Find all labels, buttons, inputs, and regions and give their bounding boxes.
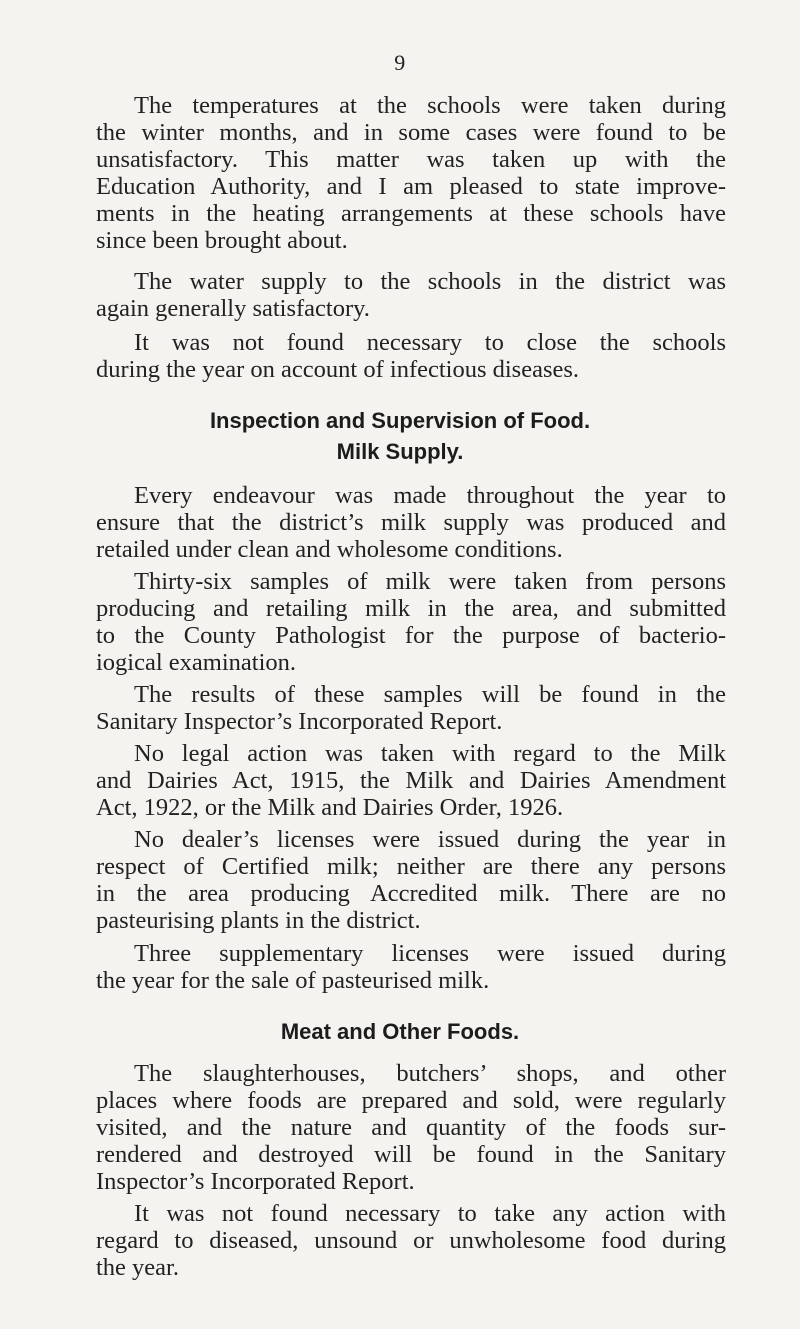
paragraph-water-supply	[96, 268, 726, 322]
text-line: No legal action was taken with regard to the Milk	[134, 740, 726, 767]
text-line: ensure that the district’s milk supply was produced and	[96, 509, 726, 536]
text-line: the year for the sale of pasteurised milk.	[96, 967, 490, 994]
text-line: in the area producing Accredited milk. There are no	[96, 880, 726, 907]
text-line: respect of Certified milk; neither are there any persons	[96, 853, 726, 880]
text-line: The temperatures at the schools were taken during	[134, 92, 726, 119]
text-line: iogical examination.	[96, 649, 297, 676]
paragraph-slaughterhouses	[96, 1060, 726, 1195]
text-line: Act, 1922, or the Milk and Dairies Order, 1926.	[96, 794, 564, 821]
text-line: and Dairies Act, 1915, the Milk and Dairies Amendment	[96, 767, 726, 794]
paragraph-milk-endeavour	[96, 482, 726, 563]
paragraph-school-temperatures	[96, 92, 726, 254]
paragraph-supplementary-licenses	[96, 940, 726, 994]
page-number: 9	[394, 50, 406, 75]
text-line: to the County Pathologist for the purpose of bacterio-	[96, 622, 726, 649]
text-line: the winter months, and in some cases were found to be	[96, 119, 726, 146]
text-line: The water supply to the schools in the district was	[134, 268, 726, 295]
text-line: during the year on account of infectious diseases.	[96, 356, 580, 383]
paragraph-milk-samples	[96, 568, 726, 676]
text-line: Every endeavour was made throughout the year to	[134, 482, 726, 509]
text-line: producing and retailing milk in the area, and submitted	[96, 595, 726, 622]
text-line: Thirty-six samples of milk were taken from persons	[134, 568, 726, 595]
text-line: The slaughterhouses, butchers’ shops, and other	[134, 1060, 726, 1087]
text-line: since been brought about.	[96, 227, 348, 254]
paragraph-dealer-licenses	[96, 826, 726, 934]
text-line: regard to diseased, unsound or unwholesome food during	[96, 1227, 726, 1254]
text-line: No dealer’s licenses were issued during the year in	[134, 826, 726, 853]
text-line: It was not found necessary to close the schools	[134, 329, 726, 356]
section-heading-food-inspection: Inspection and Supervision of Food.	[209, 408, 591, 433]
text-line: pasteurising plants in the district.	[96, 907, 421, 934]
text-line: the year.	[96, 1254, 179, 1281]
text-line: Three supplementary licenses were issued during	[134, 940, 726, 967]
paragraph-sample-results	[96, 681, 726, 735]
text-line: again generally satisfactory.	[96, 295, 370, 322]
paragraph-unsound-food	[96, 1200, 726, 1281]
text-line: unsatisfactory. This matter was taken up with the	[96, 146, 726, 173]
text-line: Education Authority, and I am pleased to state improve-	[96, 173, 726, 200]
text-line: The results of these samples will be found in the	[134, 681, 726, 708]
text-line: rendered and destroyed will be found in the Sanitary	[96, 1141, 726, 1168]
text-line: places where foods are prepared and sold, were regularly	[96, 1087, 726, 1114]
text-line: ments in the heating arrangements at these schools have	[96, 200, 726, 227]
text-line: visited, and the nature and quantity of the foods sur-	[96, 1114, 726, 1141]
text-line: It was not found necessary to take any action with	[134, 1200, 726, 1227]
text-line: Inspector’s Incorporated Report.	[96, 1168, 415, 1195]
paragraph-school-closures	[96, 329, 726, 383]
section-heading-milk-supply: Milk Supply.	[336, 439, 464, 464]
paragraph-legal-action	[96, 740, 726, 821]
text-line: Sanitary Inspector’s Incorporated Report.	[96, 708, 503, 735]
text-line: retailed under clean and wholesome conditions.	[96, 536, 563, 563]
section-heading-meat-foods: Meat and Other Foods.	[280, 1019, 520, 1044]
